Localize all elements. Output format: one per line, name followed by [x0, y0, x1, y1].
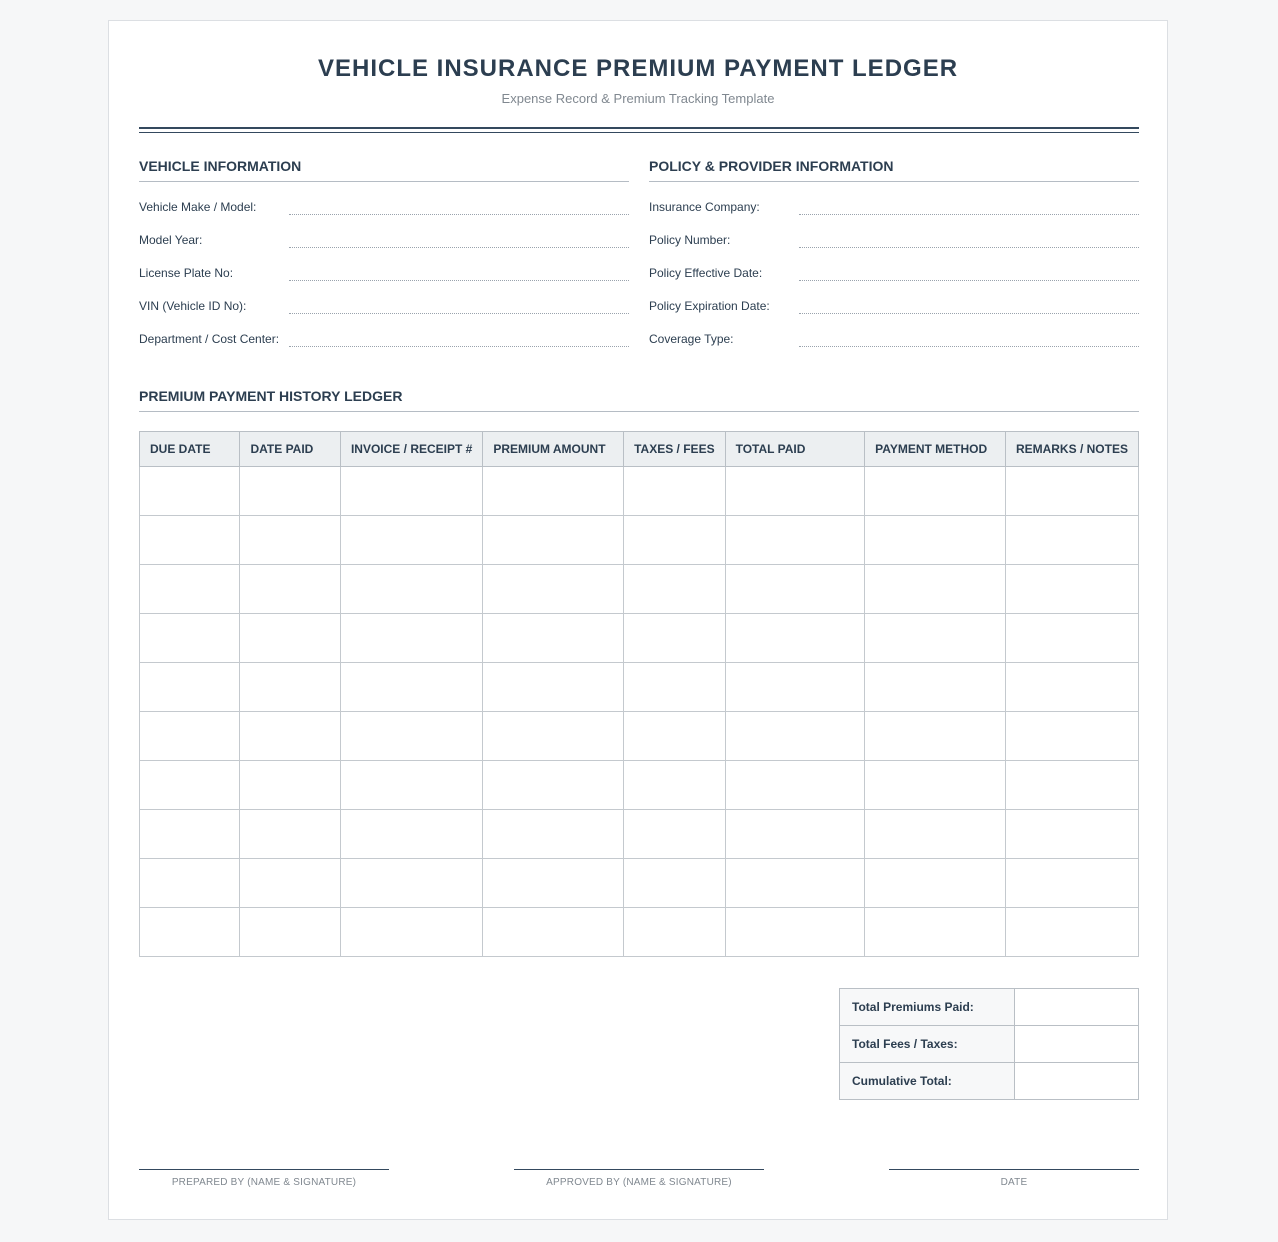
license-plate-input[interactable]: [289, 280, 629, 281]
table-cell[interactable]: [340, 663, 482, 712]
table-cell[interactable]: [483, 614, 624, 663]
field-label: Coverage Type:: [649, 332, 734, 346]
table-cell[interactable]: [1005, 761, 1138, 810]
table-cell[interactable]: [725, 516, 865, 565]
table-row: [140, 516, 1139, 565]
total-fees-value[interactable]: [1015, 1026, 1139, 1063]
column-header-remarks: REMARKS / NOTES: [1005, 432, 1138, 467]
policy-number-input[interactable]: [799, 247, 1139, 248]
table-cell[interactable]: [1005, 810, 1138, 859]
table-cell[interactable]: [140, 614, 240, 663]
page-subtitle: Expense Record & Premium Tracking Template: [501, 91, 775, 106]
column-header-due-date: DUE DATE: [140, 432, 240, 467]
table-cell[interactable]: [340, 467, 482, 516]
table-cell[interactable]: [340, 565, 482, 614]
table-cell[interactable]: [1005, 859, 1138, 908]
table-cell[interactable]: [340, 614, 482, 663]
table-cell[interactable]: [865, 565, 1006, 614]
table-cell[interactable]: [240, 810, 341, 859]
table-cell[interactable]: [1005, 663, 1138, 712]
table-cell[interactable]: [340, 516, 482, 565]
coverage-type-input[interactable]: [799, 346, 1139, 347]
table-cell[interactable]: [1005, 712, 1138, 761]
table-cell[interactable]: [624, 859, 725, 908]
table-cell[interactable]: [140, 810, 240, 859]
table-cell[interactable]: [1005, 467, 1138, 516]
table-cell[interactable]: [624, 908, 725, 957]
column-header-total-paid: TOTAL PAID: [725, 432, 865, 467]
field-label: Policy Number:: [649, 233, 731, 247]
table-cell[interactable]: [1005, 908, 1138, 957]
table-cell[interactable]: [140, 859, 240, 908]
table-cell[interactable]: [140, 565, 240, 614]
vehicle-info-heading: VEHICLE INFORMATION: [139, 158, 629, 182]
table-cell[interactable]: [240, 663, 341, 712]
policy-effective-date-input[interactable]: [799, 280, 1139, 281]
table-cell[interactable]: [340, 761, 482, 810]
table-cell[interactable]: [624, 712, 725, 761]
policy-effective-date-field: [649, 266, 1139, 286]
table-cell[interactable]: [865, 516, 1006, 565]
policy-number-field: [649, 233, 1139, 253]
totals-table: [839, 988, 1139, 1100]
table-row: [140, 810, 1139, 859]
table-cell[interactable]: [140, 467, 240, 516]
table-cell[interactable]: [725, 565, 865, 614]
vin-input[interactable]: [289, 313, 629, 314]
table-cell[interactable]: [624, 516, 725, 565]
table-cell[interactable]: [624, 810, 725, 859]
totals-row: [840, 989, 1139, 1026]
table-cell[interactable]: [725, 908, 865, 957]
table-cell[interactable]: [140, 908, 240, 957]
table-cell[interactable]: [240, 614, 341, 663]
total-premiums-label: Total Premiums Paid:: [840, 989, 1015, 1026]
title-divider: [139, 127, 1139, 133]
totals-row: [840, 1063, 1139, 1100]
table-cell[interactable]: [1005, 516, 1138, 565]
table-row: [140, 908, 1139, 957]
cumulative-total-value[interactable]: [1015, 1063, 1139, 1100]
field-label: Department / Cost Center:: [139, 332, 280, 346]
table-cell[interactable]: [240, 565, 341, 614]
field-label: Vehicle Make / Model:: [139, 200, 257, 214]
table-cell[interactable]: [865, 908, 1006, 957]
table-row: [140, 565, 1139, 614]
insurance-company-field: [649, 200, 1139, 220]
field-label: Model Year:: [139, 233, 203, 247]
page-title: VEHICLE INSURANCE PREMIUM PAYMENT LEDGER: [317, 55, 959, 82]
table-cell[interactable]: [624, 565, 725, 614]
table-cell[interactable]: [624, 761, 725, 810]
table-cell[interactable]: [865, 467, 1006, 516]
field-label: Policy Effective Date:: [649, 266, 763, 280]
table-row: [140, 663, 1139, 712]
table-cell[interactable]: [865, 859, 1006, 908]
policy-info-heading: POLICY & PROVIDER INFORMATION: [649, 158, 1139, 182]
approved-by-signature[interactable]: APPROVED BY (NAME & SIGNATURE): [514, 1169, 764, 1188]
table-cell[interactable]: [1005, 614, 1138, 663]
table-cell[interactable]: [483, 516, 624, 565]
table-cell[interactable]: [240, 908, 341, 957]
column-header-payment-method: PAYMENT METHOD: [865, 432, 1006, 467]
total-fees-label: Total Fees / Taxes:: [840, 1026, 1015, 1063]
table-cell[interactable]: [865, 614, 1006, 663]
column-header-invoice: INVOICE / RECEIPT #: [340, 432, 482, 467]
table-cell[interactable]: [725, 761, 865, 810]
table-cell[interactable]: [240, 516, 341, 565]
field-label: VIN (Vehicle ID No):: [139, 299, 247, 313]
table-header-row: [140, 432, 1139, 467]
table-cell[interactable]: [340, 908, 482, 957]
table-cell[interactable]: [483, 565, 624, 614]
table-cell[interactable]: [1005, 565, 1138, 614]
table-row: [140, 614, 1139, 663]
table-cell[interactable]: [483, 908, 624, 957]
column-header-date-paid: DATE PAID: [240, 432, 341, 467]
license-plate-field: [139, 266, 629, 286]
table-cell[interactable]: [240, 859, 341, 908]
prepared-by-signature[interactable]: PREPARED BY (NAME & SIGNATURE): [139, 1169, 389, 1188]
ledger-sheet: [108, 20, 1168, 1220]
table-cell[interactable]: [624, 614, 725, 663]
table-row: [140, 712, 1139, 761]
table-cell[interactable]: [725, 614, 865, 663]
table-cell[interactable]: [340, 810, 482, 859]
table-cell[interactable]: [340, 859, 482, 908]
vehicle-make-model-field: [139, 200, 629, 220]
table-cell[interactable]: [865, 810, 1006, 859]
department-input[interactable]: [289, 346, 629, 347]
field-label: Insurance Company:: [649, 200, 760, 214]
table-row: [140, 859, 1139, 908]
ledger-heading: PREMIUM PAYMENT HISTORY LEDGER: [139, 388, 1139, 412]
table-cell[interactable]: [483, 859, 624, 908]
vehicle-make-model-input[interactable]: [289, 214, 629, 215]
table-row: [140, 467, 1139, 516]
cumulative-total-label: Cumulative Total:: [840, 1063, 1015, 1100]
table-cell[interactable]: [240, 467, 341, 516]
table-cell[interactable]: [140, 663, 240, 712]
column-header-taxes-fees: TAXES / FEES: [624, 432, 725, 467]
table-row: [140, 761, 1139, 810]
table-cell[interactable]: [865, 663, 1006, 712]
table-cell[interactable]: [725, 859, 865, 908]
table-cell[interactable]: [140, 761, 240, 810]
vin-field: [139, 299, 629, 319]
table-cell[interactable]: [725, 810, 865, 859]
table-cell[interactable]: [140, 516, 240, 565]
department-field: [139, 332, 629, 352]
totals-row: [840, 1026, 1139, 1063]
table-cell[interactable]: [483, 761, 624, 810]
field-label: License Plate No:: [139, 266, 234, 280]
table-cell[interactable]: [624, 467, 725, 516]
table-cell[interactable]: [865, 761, 1006, 810]
table-cell[interactable]: [725, 712, 865, 761]
table-cell[interactable]: [725, 467, 865, 516]
table-cell[interactable]: [340, 712, 482, 761]
table-cell[interactable]: [483, 663, 624, 712]
insurance-company-input[interactable]: [799, 214, 1139, 215]
total-premiums-value[interactable]: [1015, 989, 1139, 1026]
table-cell[interactable]: [865, 712, 1006, 761]
policy-expiration-date-input[interactable]: [799, 313, 1139, 314]
policy-expiration-date-field: [649, 299, 1139, 319]
model-year-field: [139, 233, 629, 253]
table-cell[interactable]: [725, 663, 865, 712]
table-cell[interactable]: [483, 467, 624, 516]
table-cell[interactable]: [240, 712, 341, 761]
field-label: Policy Expiration Date:: [649, 299, 770, 313]
table-cell[interactable]: [140, 712, 240, 761]
table-cell[interactable]: [483, 810, 624, 859]
table-cell[interactable]: [624, 663, 725, 712]
payment-history-table: [139, 431, 1139, 957]
model-year-input[interactable]: [289, 247, 629, 248]
coverage-type-field: [649, 332, 1139, 352]
date-signature[interactable]: DATE: [889, 1169, 1139, 1188]
table-cell[interactable]: [483, 712, 624, 761]
table-cell[interactable]: [240, 761, 341, 810]
column-header-premium-amount: PREMIUM AMOUNT: [483, 432, 624, 467]
